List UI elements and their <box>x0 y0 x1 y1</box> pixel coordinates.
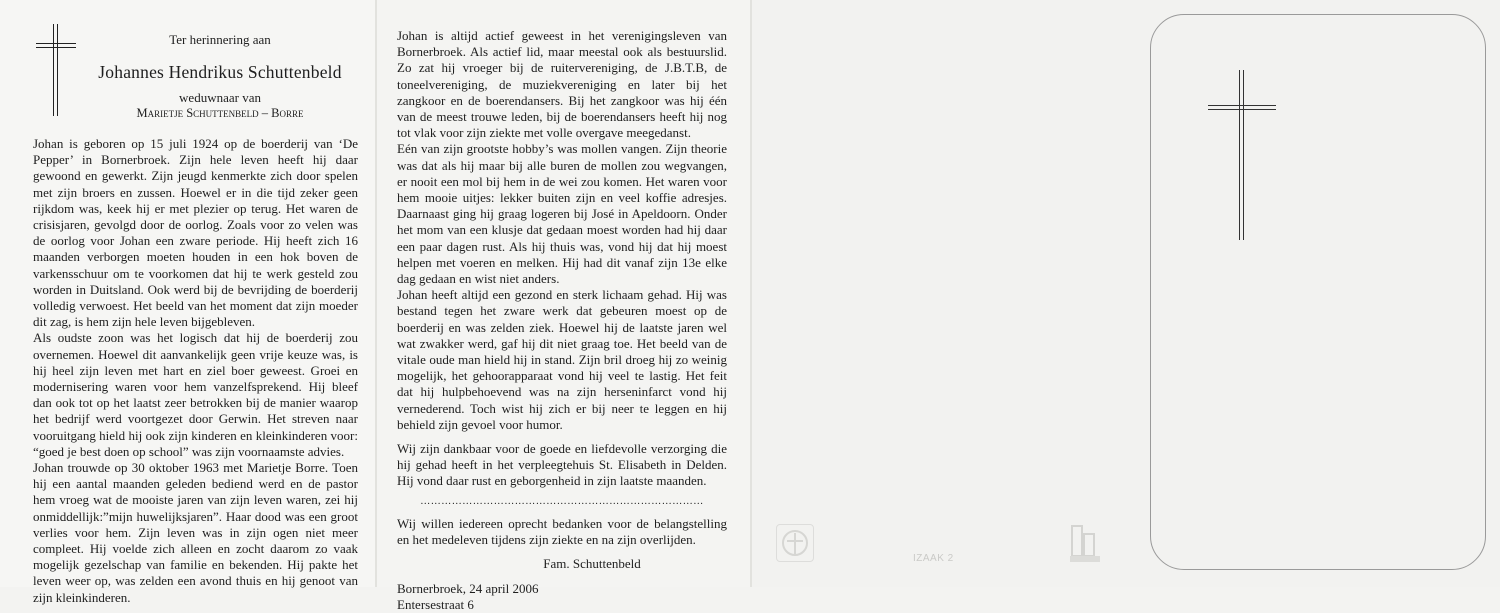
gratitude-text: Wij zijn dankbaar voor de goede en liefdevolle verzorging die hij gehad heeft in het verpleegtehuis St. Elisabeth in Delden. Hij vond daar rust en geborgenheid in zijn laatste maanden. <box>397 441 727 489</box>
left-panel <box>0 0 375 605</box>
family-signature: Fam. Schuttenbeld <box>543 556 641 572</box>
memorial-heading: Ter herinnering aan <box>169 32 271 47</box>
cross-icon <box>1208 70 1276 240</box>
address: Entersestraat 6 <box>397 596 474 612</box>
widower-label: weduwnaar van <box>179 90 261 105</box>
place-date: Bornerbroek, 24 april 2006 <box>397 580 539 596</box>
biography-text <box>33 136 358 606</box>
paragraph: Johan is altijd actief geweest in het verenigingsleven van Bornerbroek. Als actief lid, maar meestal ook als bestuurslid. Zo zat hij vroeger bij de ruitervereniging, de J.B.T.B, de toneelvereniging, de muziekvereniging en later bij het zangkoor en de boerendansers. Bij het zangkoor was hij één van de meest trouwe leden, bij de boerendansers heeft hij nog tot vlak voor zijn ziekte met volle overgave meegedanst. <box>397 28 727 141</box>
middle-panel <box>377 0 750 612</box>
printer-code: IZAAK 2 <box>913 553 954 564</box>
paragraph: Als oudste zoon was het logisch dat hij de boerderij zou overnemen. Hoewel dit aanvankelijk geen vrije keuze was, is hij heel zijn leven met hart en ziel boer geweest. Groei en modernisering waren voor hem vanzelfsprekend. Hij bleef dan ook tot op het laatst zeer betrokken bij de manier waarop het bedrijf werd voortgezet door Gerwin. Het streven naar vooruitgang hield hij ook zijn kinderen en kleinkinderen voor: “goed je best doen op school” was zijn voornaamste advies. <box>33 330 358 459</box>
spouse-name: Marietje Schuttenbeld – Borre <box>136 106 304 120</box>
card-outline <box>1150 14 1486 570</box>
thanks-text: Wij willen iedereen oprecht bedanken voor de belangstelling en het medeleven tijdens zijn ziekte en na zijn overlijden. <box>397 515 727 548</box>
paragraph: Johan is geboren op 15 juli 1924 op de boerderij van ‘De Pepper’ in Bornerbroek. Zijn hele leven heeft hij daar gewoond en gewerkt. Zijn jeugd kenmerkte zich door spelen met zijn broers en zussen. Hoewel er in die tijd zeker geen rijkdom was, keek hij er met plezier op terug. Het waren de crisisjaren, gevolgd door de oorlog. Zoals voor zo velen was de oorlog voor Johan een zware periode. Hij heeft zich 16 maanden verborgen moeten houden in een hok boven de varkensschuur om te voorkomen dat hij te werk gesteld zou worden in Duitsland. Ook werd bij de bevrijding de boerderij volledig verwoest. Het beeld van het moment dat zijn moeder dit zag, is hem zijn hele leven bijgebleven. <box>33 136 358 330</box>
paragraph: Johan heeft altijd een gezond en sterk lichaam gehad. Hij was bestand tegen het zware werk dat gebeuren moest op de boerderij en was zelden ziek. Hoewel hij de laatste jaren wel wat zwakker werd, gaf hij dit niet graag toe. Het beeld van de vitale oude man hield hij in stand. Zijn bril droeg hij zo weinig mogelijk, het gehoorapparaat vond hij veel te lastig. Het feit dat hij hulpbehoevend was na zijn herseninfarct vond hij vernederend. Toch wist hij zich er bij neer te leggen en hij behield zijn gevoel voor humor. <box>397 287 727 432</box>
biography-continued <box>397 28 727 613</box>
separator-line: ……………………………………………………………………… <box>420 495 704 507</box>
printer-logo <box>776 524 814 562</box>
paragraph: Johan trouwde op 30 oktober 1963 met Marietje Borre. Toen hij een aantal maanden geleden bediend werd en de pastor hem vroeg wat de mooiste jaren van zijn leven waren, zei hij onmiddellijk:”mijn huwelijksjaren”. Haar dood was een groot verlies voor hem. Zijn leven was in zijn ogen niet meer compleet. Hij voelde zich alleen en zocht daarom zo vaak mogelijk gezelschap van familie en bekenden. Hij pakte het leven weer op, was zelden een avond thuis en hij genoot van zijn kleinkinderen. <box>33 460 358 605</box>
paragraph: Eén van zijn grootste hobby’s was mollen vangen. Zijn theorie was dat als hij maar bij alle buren de mollen zou wegvangen, er nooit een mol bij hem in de wei zou komen. Het waren voor hem mooie uitjes: lekker buiten zijn en veel koffie adresjes. Daarnaast ging hij graag logeren bij José in Apeldoorn. Onder het mom van een klusje dat gedaan moest worden had hij daar een paar dagen rust. Als hij thuis was, vond hij dat hij moest helpen met voeren en melken. Hij had dit vanaf zijn 13e elke dag gedaan en wist niet anders. <box>397 141 727 287</box>
deceased-name: Johannes Hendrikus Schuttenbeld <box>98 62 342 82</box>
recycle-logo <box>1068 522 1104 564</box>
